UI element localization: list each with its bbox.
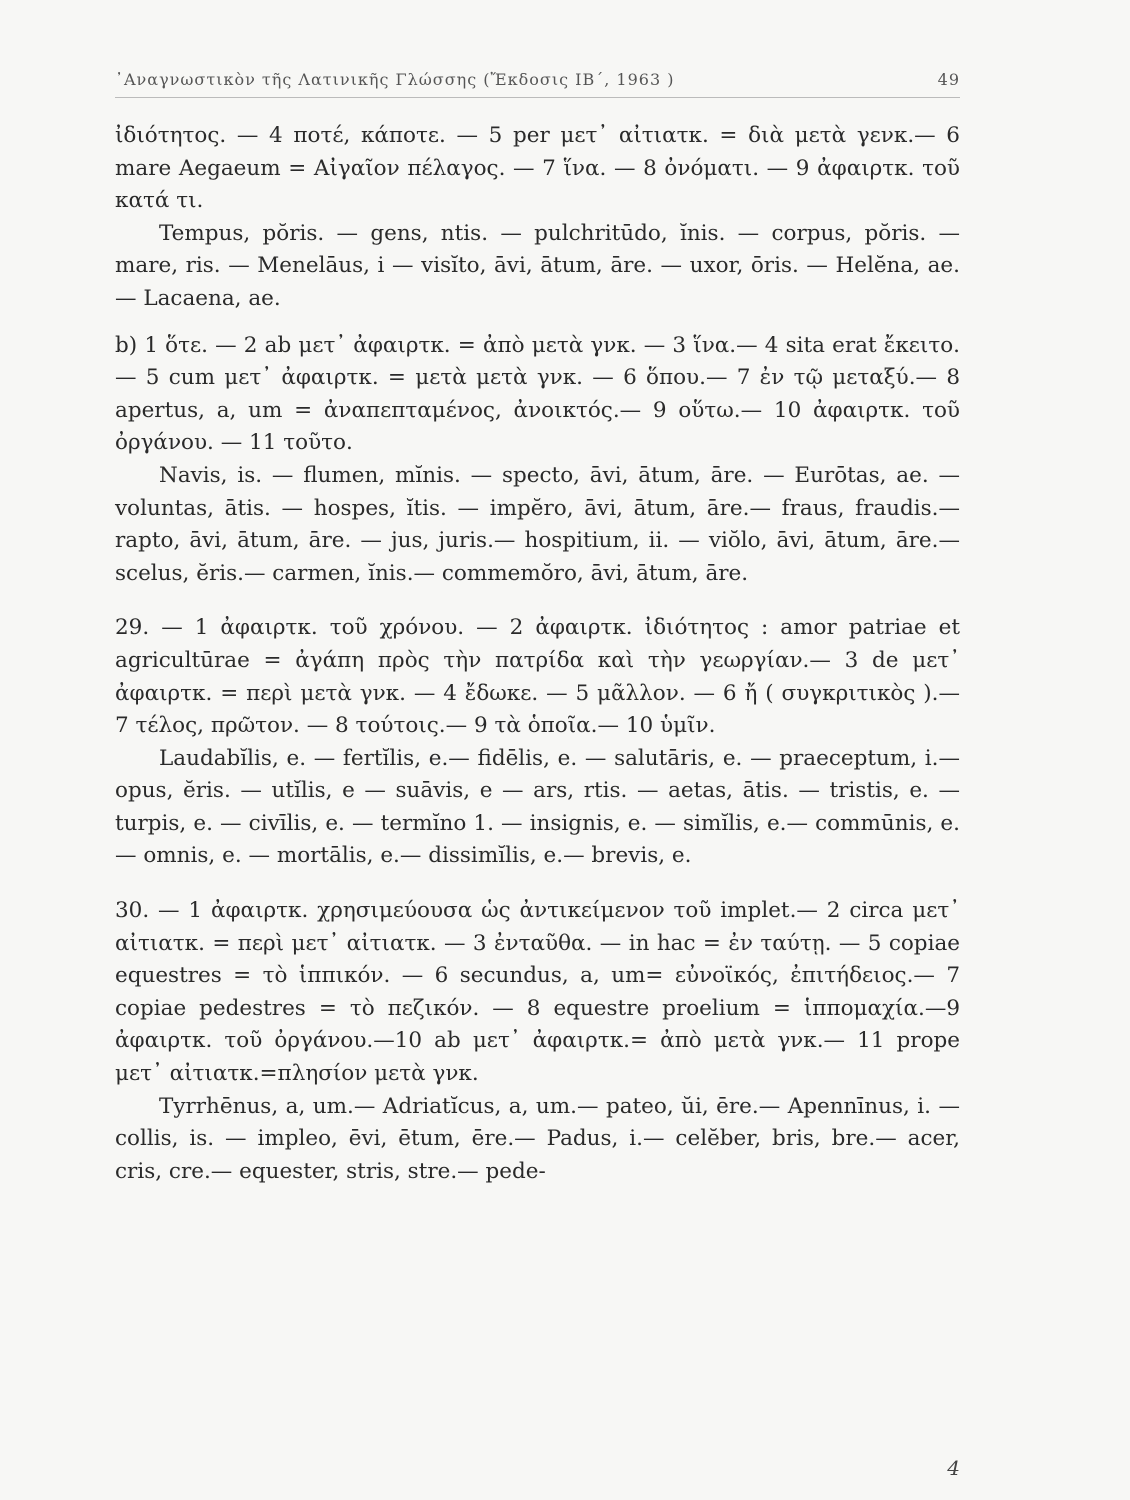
header-title: ᾿Αναγνωστικὸν τῆς Λατινικῆς Γλώσσης (Ἔκδοσις ΙΒ΄, 1963 ) (115, 70, 675, 89)
paragraph-30-notes: 30. — 1 ἀφαιρτκ. χρησιμεύουσα ὡς ἀντικείμενον τοῦ implet.— 2 circa μετ᾿ αἰτιατκ. = περὶ μετ᾿ αἰτιατκ. — 3 ἐνταῦθα. — in hac = ἐν ταύτῃ. — 5 copiae equestres = τὸ ἱππικόν. — 6 secundus, a, um= εὐνοϊκός, ἐπιτήδειος.— 7 copiae pedestres = τὸ πεζικόν. — 8 equestre proelium = ἱππομαχία.—9 ἀφαιρτκ. τοῦ ὀργάνου.—10 ab μετ᾿ ἀφαιρτκ.= ἀπὸ μετὰ γνκ.— 11 prope μετ᾿ αἰτιατκ.=πλησίον μετὰ γνκ. (115, 898, 960, 1087)
signature-mark: 4 (947, 1456, 960, 1480)
page-body (115, 120, 960, 1188)
paragraph-30-vocab: Tyrrhēnus, a, um.— Adriatĭcus, a, um.— pateo, ŭi, ēre.— Apennīnus, i. — collis, is. — impleo, ēvi, ētum, ēre.— Padus, i.— celĕber, bris, bre.— acer, cris, cre.— equester, stris, stre.— pede- (115, 1093, 960, 1184)
paragraph-29-vocab: Laudabĭlis, e. — fertĭlis, e.— fidēlis, e. — salutāris, e. — praeceptum, i.— opus, ĕris. — utĭlis, e — suāvis, e — ars, rtis. — aetas, ātis. — tristis, e. — turpis, e. — civīlis, e. — termĭno 1. — insignis, e. — simĭlis, e.— commūnis, e. — omnis, e. — mortālis, e.— dissimĭlis, e.— brevis, e. (115, 745, 960, 869)
paragraph-28a-vocab: Tempus, pŏris. — gens, ntis. — pulchritūdo, ĭnis. — corpus, pŏris. — mare, ris. — Menelāus, i — visĭto, āvi, ātum, āre. — uxor, ōris. — Helĕna, ae. — Lacaena, ae. (115, 220, 960, 311)
page (115, 70, 960, 1480)
running-header (115, 70, 960, 98)
paragraph-29-notes: 29. — 1 ἀφαιρτκ. τοῦ χρόνου. — 2 ἀφαιρτκ. ἰδιότητος : amor patriae et agricultūrae = ἀγάπη πρὸς τὴν πατρίδα καὶ τὴν γεωργίαν.— 3 de μετ᾿ ἀφαιρτκ. = περὶ μετὰ γνκ. — 4 ἔδωκε. — 5 μᾶλλον. — 6 ἤ ( συγκριτικὸς ).— 7 τέλος, πρῶτον. — 8 τούτοις.— 9 τὰ ὁποῖα.— 10 ὑμῖν. (115, 615, 960, 739)
page-number: 49 (937, 70, 960, 89)
paragraph-28b-vocab: Navis, is. — flumen, mĭnis. — specto, āvi, ātum, āre. — Eurōtas, ae. — voluntas, ātis. — hospes, ĭtis. — impĕro, āvi, ātum, āre.— fraus, fraudis.— rapto, āvi, ātum, āre. — jus, juris.— hospitium, ii. — viŏlo, āvi, ātum, āre.— scelus, ĕris.— carmen, ĭnis.— commemŏro, āvi, ātum, āre. (115, 462, 960, 586)
paragraph-28a-notes: ἰδιότητος. — 4 ποτέ, κάποτε. — 5 per μετ᾿ αἰτιατκ. = διὰ μετὰ γενκ.— 6 mare Aegaeum = Αἰγαῖον πέλαγος. — 7 ἵνα. — 8 ὀνόματι. — 9 ἀφαιρτκ. τοῦ κατά τι. (115, 123, 960, 214)
paragraph-28b-notes: b) 1 ὅτε. — 2 ab μετ᾿ ἀφαιρτκ. = ἀπὸ μετὰ γνκ. — 3 ἵνα.— 4 sita erat ἔκειτο. — 5 cum μετ᾿ ἀφαιρτκ. = μετὰ μετὰ γνκ. — 6 ὅπου.— 7 ἐν τῷ μεταξύ.— 8 apertus, a, um = ἀναπεπταμένος, ἀνοικτός.— 9 οὕτω.— 10 ἀφαιρτκ. τοῦ ὀργάνου. — 11 τοῦτο. (115, 332, 960, 456)
